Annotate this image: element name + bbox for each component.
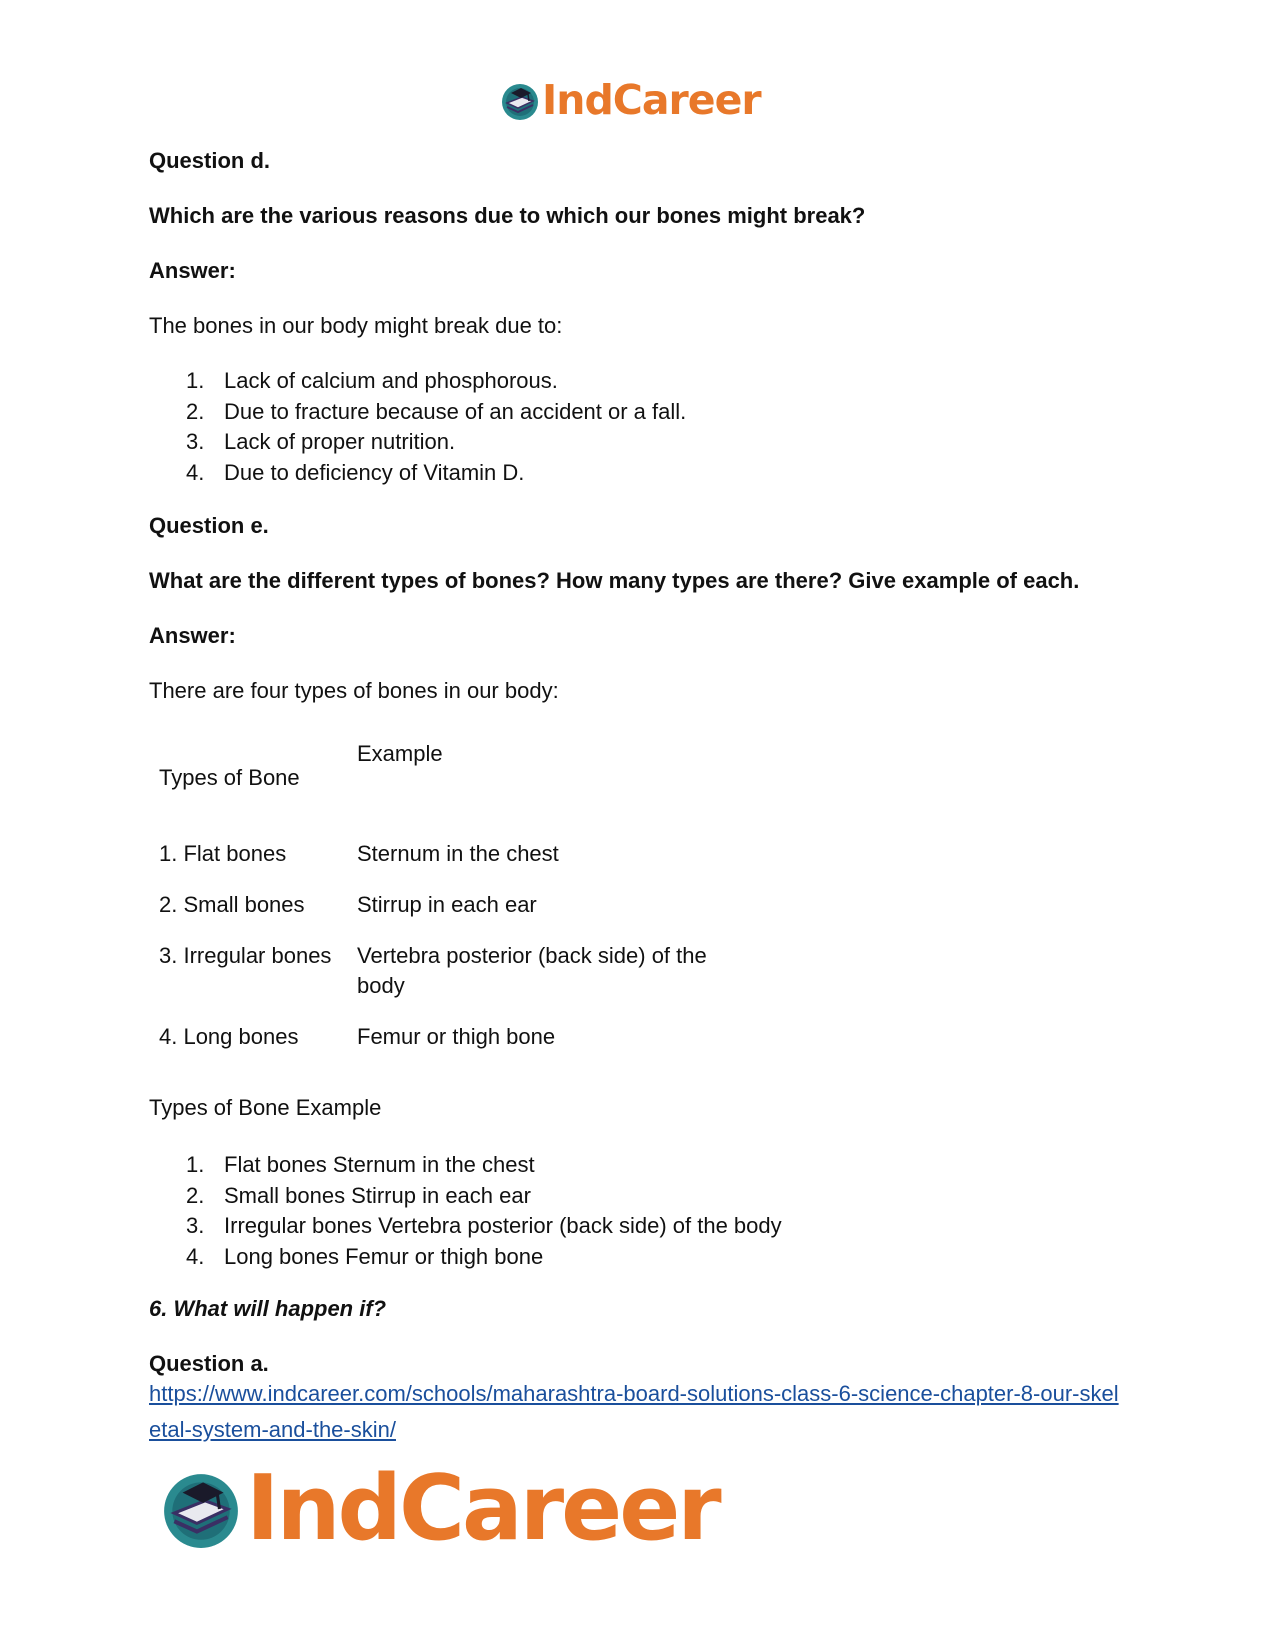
logo-wordmark: IndCareer [246,1456,719,1561]
answer-e-intro: There are four types of bones in our body: [149,678,559,703]
table-cell: 4. Long bones [159,1024,299,1049]
table-cell: Stirrup in each ear [357,892,537,917]
table-cell: Femur or thigh bone [357,1024,556,1049]
answer-d-label: Answer: [149,258,236,283]
table-cell: 2. Small bones [159,892,305,917]
table-cell: 1. Flat bones [159,841,287,866]
table-cell: Vertebra posterior (back side) of the body [357,943,707,998]
question-a-label: Question a. [149,1351,269,1376]
source-link[interactable]: https://www.indcareer.com/schools/maharashtra-board-solutions-class-6-science-chapter-8-our-skeletal-system-and-the-skin/ [149,1381,1119,1442]
graduation-book-icon [160,1468,242,1550]
table-header-type: Types of Bone [159,765,300,790]
section-6-title: 6. What will happen if? [149,1296,387,1321]
question-d-label: Question d. [149,148,270,173]
table-cell: 3. Irregular bones [159,943,332,968]
question-d-text: Which are the various reasons due to which our bones might break? [149,203,866,228]
question-e-text: What are the different types of bones? How many types are there? Give example of each. [149,568,1080,593]
graduation-book-icon [500,81,540,121]
answer-e-label: Answer: [149,623,236,648]
question-e-label: Question e. [149,513,269,538]
answer-d-intro: The bones in our body might break due to: [149,313,563,338]
table-cell: Sternum in the chest [357,841,559,866]
footer-logo [160,1456,719,1561]
document-page: IndCareer Question d. Which are the various reasons due to which our bones might break? Answer: The bones in our body might break due to: 1. Lack of calcium and phosphorous. 2. Due to fracture because of an accident or a fall. 3. Lack of proper nutrition. 4. Due to deficiency of Vitamin D. Question e. What are the different types of bones? How many types are there? Give example of each. Answer: There are four types of bones in our body: Types of Bone Example 1. Flat bones Sternum in the chest 2. Small bones Stirrup in each ear 3. Irregular bones Vertebra posterior (back side) of the body 4. Long bones Femur or thigh bone Types of Bone Example 1. Flat bones Sternum in the chest 2. Small bones Stirrup in each ear 3. Irregular bones Vertebra posterior (back side) of the body 4. Long bones Femur or thigh bone 6. What will happen if? Question a. https://www.indcareer.com/schools/maharashtra-board-solutions-class-6-science-chapter-8-our-skeletal-system-and-the-skin/ IndCareer [0,0,1275,1651]
logo-wordmark: IndCareer [542,76,761,124]
header-logo [500,76,761,124]
table-header-example: Example [357,741,443,766]
types-heading: Types of Bone Example [149,1095,382,1120]
